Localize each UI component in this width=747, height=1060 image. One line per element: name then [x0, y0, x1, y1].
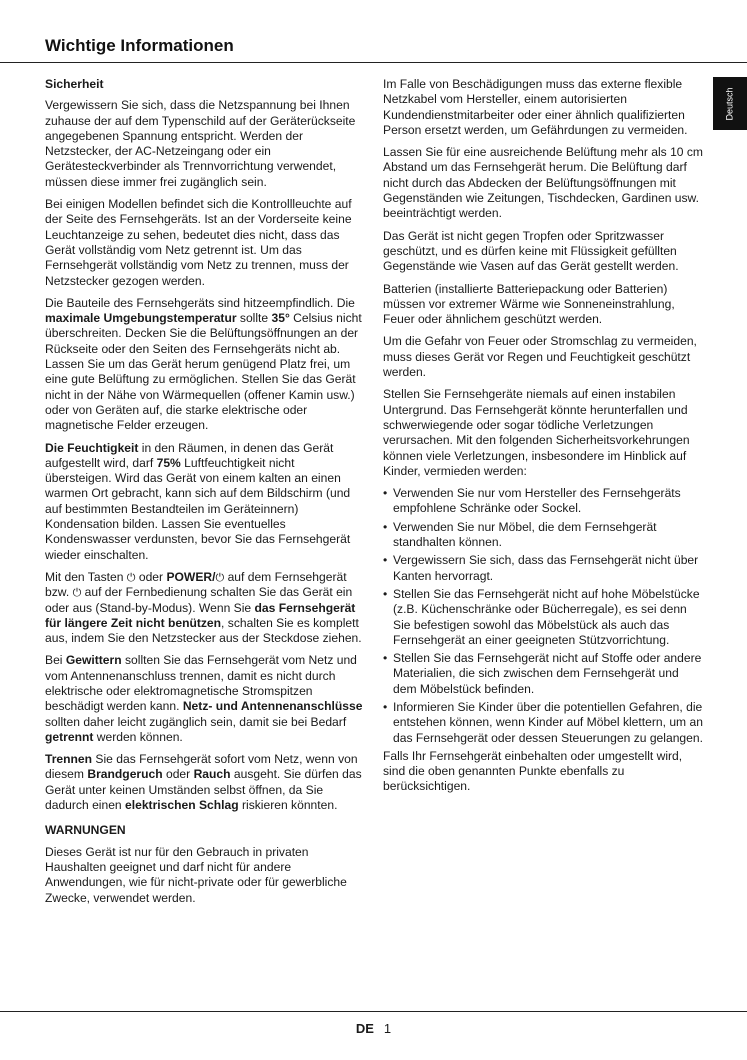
page-number: 1 — [383, 1021, 392, 1036]
list-item: • Stellen Sie das Fernsehgerät nicht auf Stoffe oder andere Materialien, die sich zwischen dem Fernsehgerät und dem Möbelstück befinden. — [383, 651, 702, 696]
section-heading-warnings: WARNUNGEN — [45, 823, 126, 838]
paragraph: Die Feuchtigkeit in den Räumen, in denen das Gerät aufgestellt wird, darf 75% Luftfeuchtigkeit nicht übersteigen. Wird das Gerät von einem kalten an einen warmen Ort gebracht, kann sich auf dem Bildschirm (und auf bestimmten Bestandteilen im Geräteinnern) Kondensation bilden. Lassen Sie eventuelles Kondenswasser verdunsten, bevor Sie das Fernsehgerät wieder einschalten. — [45, 440, 351, 562]
footer-divider — [0, 1011, 747, 1012]
bullet-icon: • — [383, 586, 388, 601]
title-divider — [0, 62, 747, 63]
bullet-icon: • — [383, 553, 388, 568]
paragraph: Falls Ihr Fernsehgerät einbehalten oder umgestellt wird, sind die oben genannten Punkte ebenfalls zu berücksichtigen. — [383, 748, 683, 794]
power-icon: ⏻ — [126, 570, 136, 584]
footer-language: DE — [355, 1021, 374, 1036]
right-column — [383, 77, 705, 802]
bullet-icon: • — [383, 699, 388, 714]
paragraph: Batterien (installierte Batteriepackung oder Batterien) müssen vor extremer Wärme wie Sonneneinstrahlung, Feuer oder ähnlichem geschützt werden. — [383, 281, 675, 327]
bullet-icon: • — [383, 519, 388, 534]
bullet-icon: • — [383, 486, 388, 501]
power-icon: ⏻ — [72, 586, 82, 600]
list-item: • Informieren Sie Kinder über die potentiellen Gefahren, die entstehen können, wenn Kinder auf Möbel klettern, um an das Fernsehgerät oder dessen Steuerungen zu gelangen. — [383, 699, 703, 745]
paragraph: Lassen Sie für eine ausreichende Belüftung mehr als 10 cm Abstand um das Fernsehgerät herum. Die Belüftung darf nicht durch das Abdecken der Belüftungsöffnungen mit Gegenständen wie Zeitungen, Tischdecken, Gardinen usw. beeinträchtigt werden. — [383, 145, 704, 221]
paragraph: Bei Gewittern sollten Sie das Fernsehgerät vom Netz und vom Antennenanschluss trennen, damit es nicht durch elektrische oder elektromagnetische Stromspitzen beschädigt werden kann. Netz- und Antennenanschlüsse sollten daher leicht zugänglich sein, damit sie bei Bedarf getrennt werden können. — [45, 653, 363, 744]
bullet-icon: • — [383, 651, 388, 666]
paragraph: Trennen Sie das Fernsehgerät sofort vom Netz, wenn von diesem Brandgeruch oder Rauch ausgeht. Sie dürfen das Gerät unter keinen Umständen selbst öffnen, da Sie dadurch einen elektrischen Schlag riskieren könnten. — [45, 752, 362, 813]
section-heading-safety: Sicherheit — [45, 77, 104, 91]
list-item: • Vergewissern Sie sich, dass das Fernsehgerät nicht über Kanten hervorragt. — [383, 553, 699, 583]
paragraph: Die Bauteile des Fernsehgeräts sind hitzeempfindlich. Die maximale Umgebungstemperatur sollte 35° Celsius nicht überschreiten. Decken Sie die Belüftungsöffnungen an der Rückseite oder den Seiten des Fernsehgeräts nicht ab. Lassen Sie um das Gerät herum genügend Platz frei, um eine gute Belüftung zu ermöglichen. Stellen Sie das Gerät nicht in der Nähe von Wärmequellen (offener Kamin usw.) oder von Geräten auf, die starke elektrische oder magnetische Felder erzeugen. — [45, 295, 362, 433]
language-tab-label: Deutsch — [725, 86, 735, 121]
paragraph: Dieses Gerät ist nur für den Gebrauch in privaten Haushalten geeignet und darf nicht für andere Anwendungen, wie für nicht-private oder für gewerbliche Zwecke, verwendet werden. — [45, 844, 347, 905]
power-icon: ⏻ — [215, 570, 225, 584]
page-footer — [0, 1021, 747, 1036]
list-item: • Verwenden Sie nur vom Hersteller des Fernsehgeräts empfohlene Schränke oder Sockel. — [383, 486, 681, 516]
list-item: • Verwenden Sie nur Möbel, die dem Fernsehgerät standhalten können. — [383, 519, 657, 550]
page-title: Wichtige Informationen — [45, 36, 234, 55]
paragraph: Im Falle von Beschädigungen muss das externe flexible Netzkabel vom Hersteller, einem autorisierten Kundendienstmitarbeiter oder einer ähnlich qualifizierten Person ersetzt werden, um Gefährdungen zu vermeiden. — [383, 77, 688, 137]
list-item: • Stellen Sie das Fernsehgerät nicht auf hohe Möbelstücke (z.B. Küchenschränke oder Bücherregale), es sei denn Sie befestigen sowohl das Möbelstück als auch das Fernsehgerät an einer geeigneten Stützvorrichtung. — [383, 586, 700, 647]
paragraph: Stellen Sie Fernsehgeräte niemals auf einen instabilen Untergrund. Das Fernsehgerät könnte herunterfallen und schwerwiegende oder sogar tödliche Verletzungen verursachen. Mit den folgenden Sicherheitsvorkehrungen können viele Verletzungen, insbesondere im Hinblick auf Kinder, vermieden werden: — [383, 387, 690, 478]
paragraph: Vergewissern Sie sich, dass die Netzspannung bei Ihnen zuhause der auf dem Typenschild auf der Geräterückseite angegebenen Spannung entspricht. Werden der Netzstecker, der AC-Netzeingang oder ein Gerätesteckverbinder als Trennvorrichtung verwendet, müssen diese immer frei zugänglich sein. — [45, 98, 356, 189]
paragraph: Bei einigen Modellen befindet sich die Kontrollleuchte auf der Seite des Fernsehgeräts. Ist an der Vorderseite keine Leuchtanzeige zu sehen, bedeutet dies nicht, dass das Gerät vollständig vom Netz getrennt ist. Um das Fernsehgerät vollständig vom Netz zu trennen, muss der Netzstecker gezogen werden. — [45, 197, 352, 288]
safety-bullet-list — [383, 486, 705, 746]
paragraph: Mit den Tasten ⏻ oder POWER/⏻ auf dem Fernsehgerät bzw. ⏻ auf der Fernbedienung schalten Sie das Gerät ein oder aus (Stand-by-Modus). Wenn Sie das Fernsehgerät für längere Zeit nicht benützen, schalten Sie es komplett aus, indem Sie den Netzstecker aus der Steckdose ziehen. — [45, 569, 362, 646]
left-column — [45, 77, 363, 913]
paragraph: Um die Gefahr von Feuer oder Stromschlag zu vermeiden, muss dieses Gerät vor Regen und Feuchtigkeit geschützt werden. — [383, 334, 697, 380]
language-tab — [713, 77, 747, 130]
paragraph: Das Gerät ist nicht gegen Tropfen oder Spritzwasser geschützt, und es dürfen keine mit Flüssigkeit gefüllten Gegenstände wie Vasen auf das Gerät gestellt werden. — [383, 228, 679, 274]
